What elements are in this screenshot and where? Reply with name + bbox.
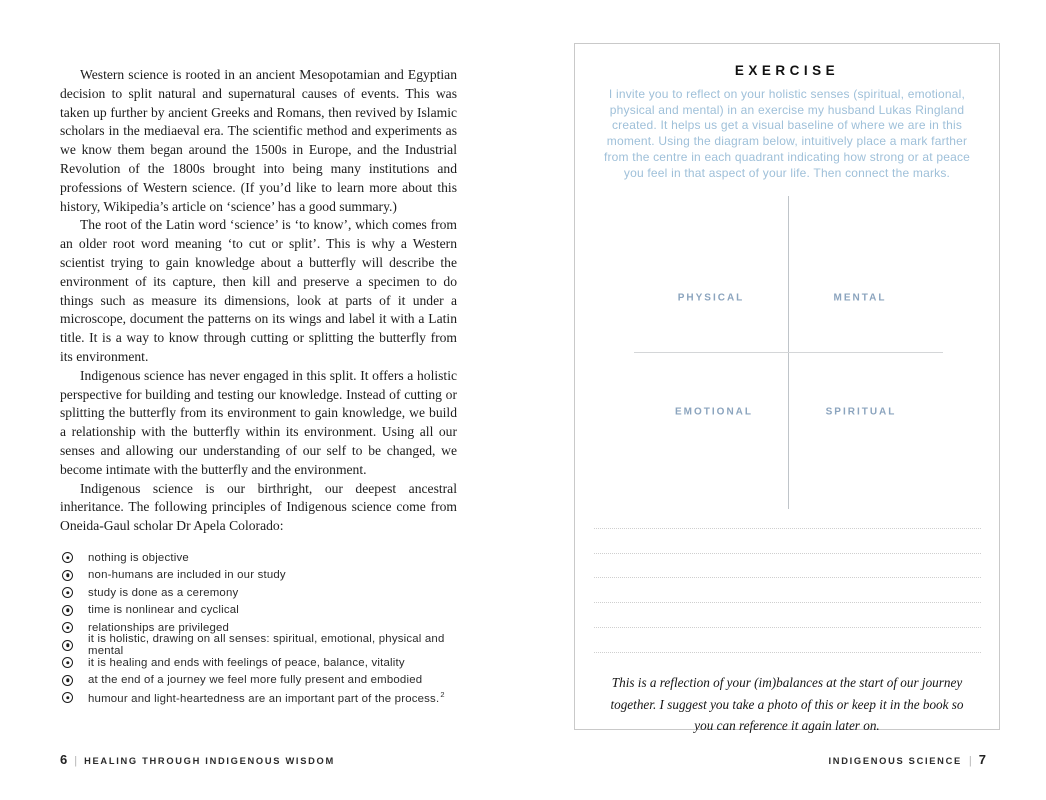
quadrant-label-emotional: EMOTIONAL	[675, 406, 753, 418]
bullet-text: humour and light-heartedness are an important part of the process.$^2$	[88, 690, 445, 706]
exercise-intro: I invite you to reflect on your holistic senses (spiritual, emotional, physical and mental) in an exercise my husband Lukas Ringland created. It helps us get a visual baseline of where we are in this moment. Using the diagram below, intuitively place a mark farther from the centre in each quadrant indicating how strong or at peace you feel in that aspect of your life. Then connect the marks.	[603, 87, 971, 180]
quadrant-label-physical: PHYSICAL	[677, 292, 745, 304]
bullet-text: non-humans are included in our study	[88, 569, 286, 582]
paragraph-western-science: Western science is rooted in an ancient Mesopotamian and Egyptian decision to split natural and supernatural causes of events. This was taken up further by ancient Greeks and Romans, then revived by Islamic scholars in the mediaeval era. The scientific method and experiments as we know them began around the 1500s in Europe, and the Industrial Revolution of the 1800s brought into being many institutions and professions of Western science. (If you’d like to learn more about this history, Wikipedia’s article on ‘science’ has a good summary.)	[60, 67, 457, 214]
circled-dot-bullet-icon	[62, 692, 73, 703]
circled-dot-bullet-icon	[62, 622, 73, 633]
running-head: INDIGENOUS SCIENCE	[828, 756, 962, 766]
writing-line	[594, 554, 981, 579]
list-item	[62, 601, 457, 619]
writing-line	[594, 628, 981, 653]
running-head: HEALING THROUGH INDIGENOUS WISDOM	[84, 756, 335, 766]
list-item	[62, 584, 457, 602]
diagram-horizontal-axis	[634, 352, 943, 353]
paragraph-indigenous-science: Indigenous science has never engaged in this split. It offers a holistic perspective for building and testing our knowledge. Instead of cutting or splitting the butterfly from its environment to gain knowledge, we build a relationship with the butterfly within its environment. Using all our senses and allowing our understanding of our self to be changed, we become intimate with the butterfly and the environment.	[60, 367, 457, 477]
quadrant-diagram	[575, 196, 999, 509]
left-page	[60, 66, 457, 706]
bullet-text: relationships are privileged	[88, 621, 230, 634]
circled-dot-bullet-icon	[62, 605, 73, 616]
principles-list	[60, 549, 457, 707]
quadrant-label-mental: MENTAL	[833, 292, 887, 304]
footer-separator: |	[968, 755, 972, 767]
list-item	[62, 549, 457, 567]
exercise-note: This is a reflection of your (im)balances at the start of our journey together. I suggest you take a photo of this or keep it in the book so you can reference it again later on.	[610, 675, 964, 733]
writing-line	[594, 603, 981, 628]
list-item	[62, 671, 457, 689]
writing-line	[594, 504, 981, 529]
list-item	[62, 654, 457, 672]
exercise-title: EXERCISE	[734, 63, 840, 78]
list-item	[62, 566, 457, 584]
circled-dot-bullet-icon	[62, 552, 73, 563]
bullet-text: it is healing and ends with feelings of peace, balance, vitality	[88, 656, 405, 669]
circled-dot-bullet-icon	[62, 657, 73, 668]
bullet-text: it is holistic, drawing on all senses: spiritual, emotional, physical and mental	[88, 633, 445, 658]
writing-line	[594, 529, 981, 554]
footnote-marker: 2	[440, 690, 445, 700]
circled-dot-bullet-icon	[62, 570, 73, 581]
body-text	[60, 66, 457, 536]
circled-dot-bullet-icon	[62, 640, 73, 651]
writing-line	[594, 578, 981, 603]
writing-lines	[594, 504, 981, 653]
bullet-text: time is nonlinear and cyclical	[88, 604, 239, 617]
list-item	[62, 689, 457, 707]
bullet-text: at the end of a journey we feel more fully present and embodied	[88, 674, 423, 687]
paragraph-latin-root: The root of the Latin word ‘science’ is ‘to know’, which comes from an older root word meaning ‘to cut or split’. This is why a Western scientist trying to gain knowledge about a butterfly will describe the environment of its capture, then kill and preserve a specimen to do things such as measure its dimensions, look at parts of it under a microscope, document the patterns on its wings and label it with a Latin title. It is a way to know through cutting or splitting the butterfly from its environment.	[60, 217, 457, 364]
footer-separator: |	[74, 755, 78, 767]
quadrant-label-spiritual: SPIRITUAL	[825, 406, 897, 418]
list-item	[62, 633, 457, 658]
left-page-footer	[60, 751, 335, 769]
page-number: 6	[60, 752, 68, 767]
bullet-text: nothing is objective	[88, 551, 189, 564]
paragraph-birthright: Indigenous science is our birthright, our deepest ancestral inheritance. The following principles of Indigenous science come from Oneida-Gaul scholar Dr Apela Colorado:	[60, 480, 457, 534]
circled-dot-bullet-icon	[62, 587, 73, 598]
page-number: 7	[978, 752, 986, 767]
circled-dot-bullet-icon	[62, 675, 73, 686]
bullet-text: study is done as a ceremony	[88, 586, 239, 599]
right-page-footer	[829, 751, 987, 769]
exercise-box	[574, 43, 1000, 733]
